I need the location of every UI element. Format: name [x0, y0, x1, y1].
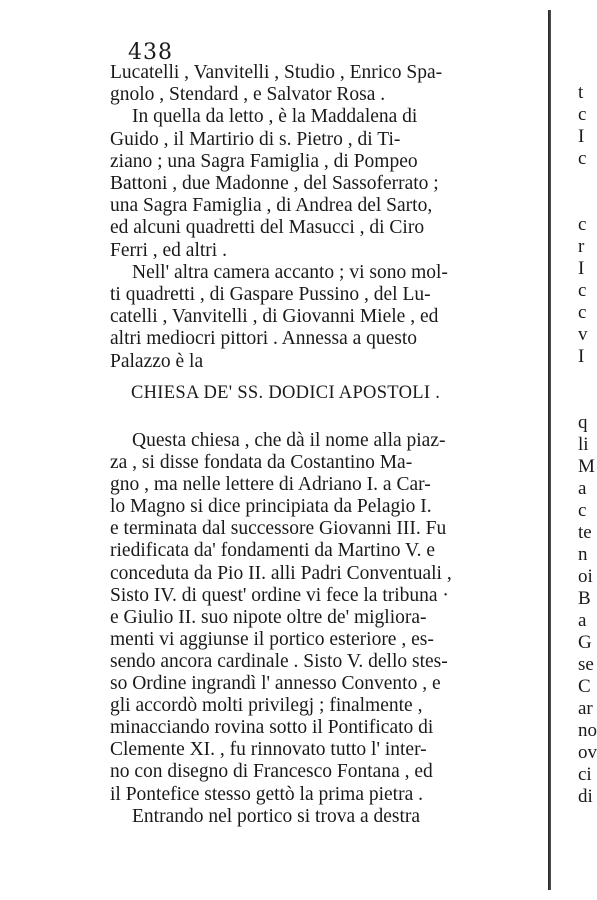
facing-page-fragment	[578, 390, 594, 412]
text-line: Questa chiesa , che dà il nome alla piaz-	[132, 430, 446, 451]
text-line: Guido , il Martirio di s. Pietro , di Ti-	[110, 128, 401, 150]
text-line: gno , ma nelle lettere di Adriano I. a Car-	[110, 474, 431, 496]
facing-page-fragment	[578, 60, 594, 82]
text-line: Palazzo è la	[110, 350, 204, 372]
facing-page-fragment: oi	[578, 566, 593, 587]
text-line: Entrando nel portico si trova a destra	[132, 805, 421, 827]
book-gutter	[548, 10, 551, 890]
text-block-top	[110, 62, 520, 373]
facing-page-fragment: te	[578, 522, 592, 543]
text-line: In quella da letto , è la Maddalena di	[132, 106, 418, 128]
text-line: Lucatelli , Vanvitelli , Studio , Enrico Spa-	[110, 62, 443, 83]
facing-page-fragment: c	[578, 214, 587, 235]
text-line: una Sagra Famiglia , di Andrea del Sarto,	[110, 195, 433, 217]
facing-page-fragment	[578, 368, 594, 390]
facing-page-fragment: c	[578, 302, 587, 323]
facing-page-fragment: v	[578, 324, 588, 345]
facing-page-fragment: no	[578, 720, 597, 741]
facing-page-fragment: ar	[578, 698, 593, 719]
text-line: ziano ; una Sagra Famiglia , di Pompeo	[110, 150, 418, 172]
facing-page-fragment: I	[578, 126, 585, 147]
facing-page-fragment: a	[578, 610, 587, 631]
facing-page-fragment: q	[578, 412, 588, 433]
text-line: sendo ancora cardinale . Sisto V. dello stes-	[110, 650, 448, 672]
page-number: 438	[128, 40, 173, 65]
text-line: Battoni , due Madonne , del Sassoferrato ;	[110, 173, 439, 195]
facing-page-fragment: ov	[578, 742, 597, 763]
facing-page-fragment: I	[578, 258, 585, 279]
text-line: gli accordò molti privilegj ; finalmente ,	[110, 695, 423, 717]
text-line: Ferri , ed altri .	[110, 239, 227, 261]
facing-page-fragment: C	[578, 676, 591, 697]
facing-page-fragment: c	[578, 500, 587, 521]
facing-page-fragment: r	[578, 236, 585, 257]
facing-page-fragment: n	[578, 544, 588, 565]
text-line: il Pontefice stesso gettò la prima pietra .	[110, 783, 423, 805]
facing-page-fragment: c	[578, 104, 587, 125]
text-line: no con disegno di Francesco Fontana , ed	[110, 761, 433, 783]
text-line: riedificata da' fondamenti da Martino V. e	[110, 540, 435, 562]
text-line: catelli , Vanvitelli , di Giovanni Miele , ed	[110, 306, 439, 328]
text-line: lo Magno si dice principiata da Pelagio I.	[110, 496, 432, 518]
section-heading: CHIESA DE' SS. DODICI APOSTOLI .	[131, 383, 441, 403]
facing-page-fragment: G	[578, 632, 592, 653]
facing-page-fragment: c	[578, 280, 587, 301]
facing-page-fragment: t	[578, 82, 584, 103]
text-line: gnolo , Stendard , e Salvator Rosa .	[110, 84, 386, 106]
facing-page-fragment: M	[578, 456, 595, 477]
text-line: minacciando rovina sotto il Pontificato di	[110, 717, 434, 739]
facing-page-fragment	[578, 170, 594, 192]
facing-page-fragment: li	[578, 434, 589, 455]
facing-page-fragment: a	[578, 478, 587, 499]
text-line: e Giulio II. suo nipote oltre de' migliora-	[110, 606, 427, 628]
text-line: so Ordine ingrandì l' annesso Convento , e	[110, 673, 441, 695]
text-line: Nell' altra camera accanto ; vi sono mol-	[132, 261, 448, 283]
facing-page-fragment: di	[578, 786, 593, 807]
text-block-bottom	[110, 430, 520, 828]
facing-page-fragment: I	[578, 346, 585, 367]
facing-page-edge	[578, 60, 597, 808]
text-line: Sisto IV. di quest' ordine vi fece la tribuna ·	[110, 584, 449, 606]
text-line: ti quadretti , di Gaspare Pussino , del Lu-	[110, 284, 431, 306]
facing-page-fragment	[578, 192, 594, 214]
text-line: Clemente XI. , fu rinnovato tutto l' inter-	[110, 739, 427, 761]
text-line: conceduta da Pio II. alli Padri Conventuali ,	[110, 562, 452, 584]
facing-page-fragment: se	[578, 654, 594, 675]
facing-page-fragment: B	[578, 588, 591, 609]
facing-page-fragment: ci	[578, 764, 592, 785]
text-line: za , si disse fondata da Costantino Ma-	[110, 452, 413, 474]
text-line: altri mediocri pittori . Annessa a questo	[110, 328, 418, 350]
text-line: menti vi aggiunse il portico esteriore , es-	[110, 628, 434, 650]
text-line: e terminata dal successore Giovanni III. Fu	[110, 518, 447, 540]
facing-page-fragment: c	[578, 148, 587, 169]
text-line: ed alcuni quadretti del Masucci , di Ciro	[110, 217, 425, 239]
